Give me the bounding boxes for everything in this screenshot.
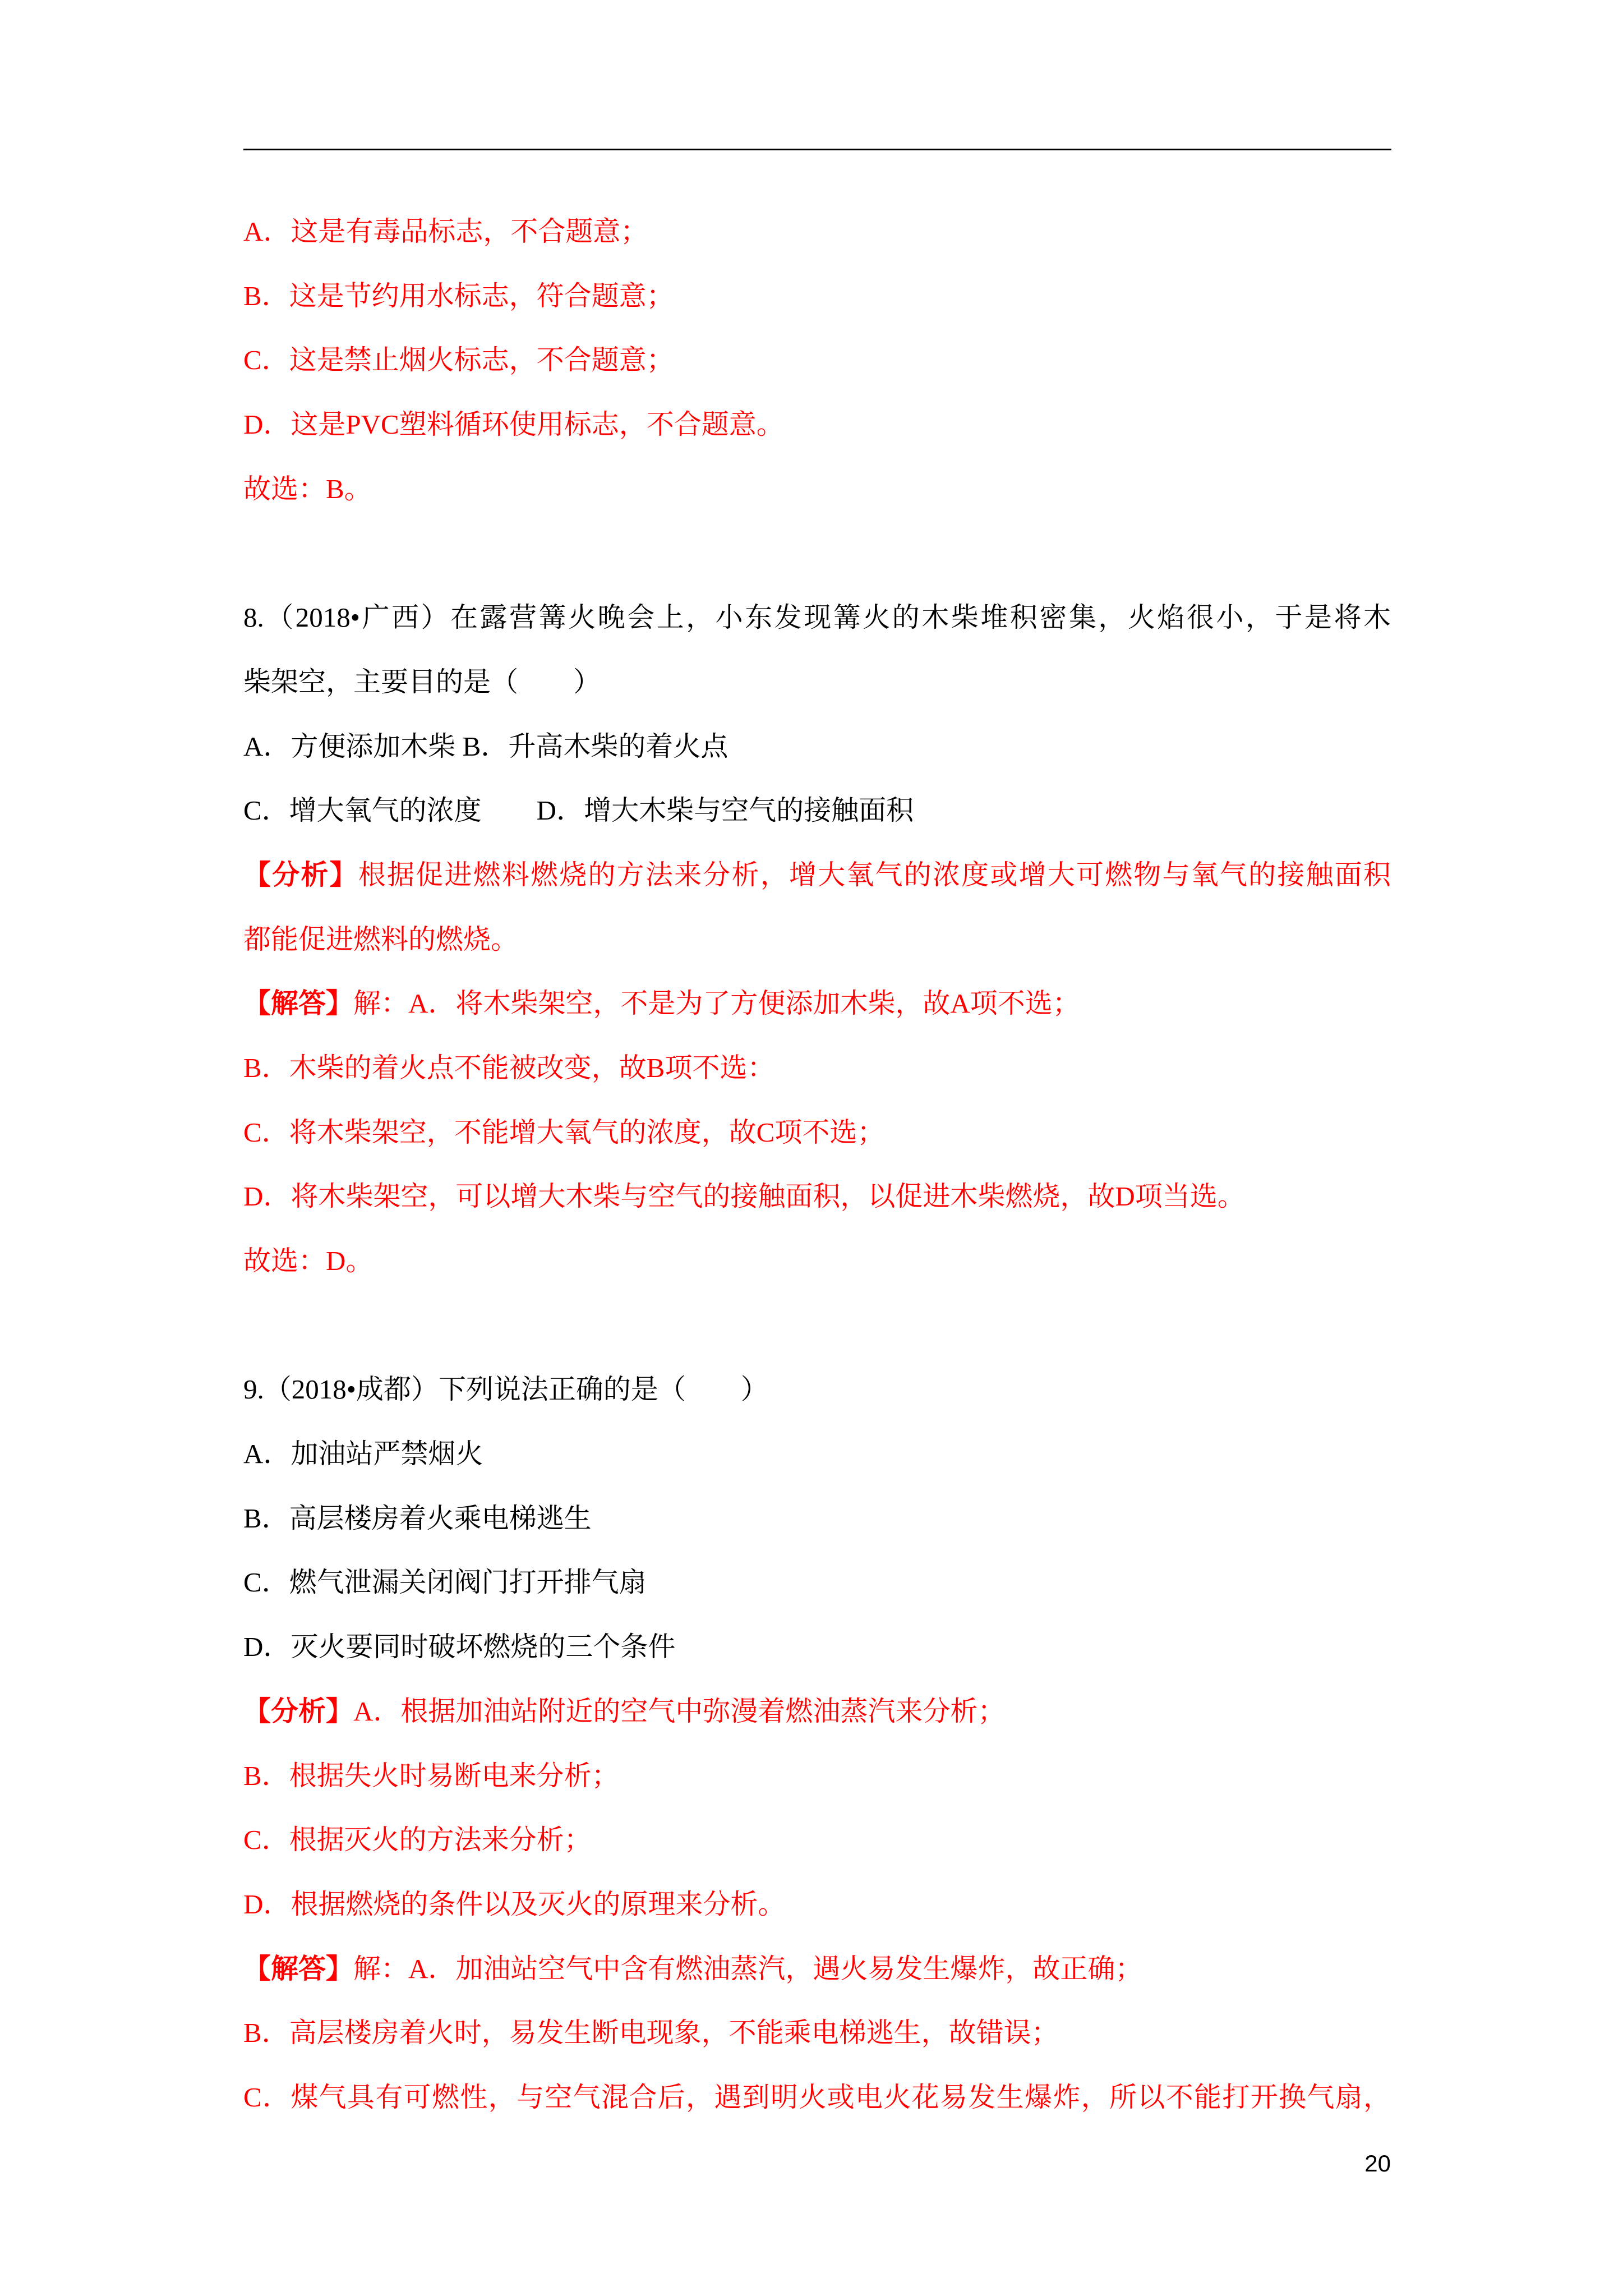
page-number: 20 bbox=[1364, 2150, 1391, 2177]
q8-solution-line-1 bbox=[243, 972, 1391, 1036]
q9-option-d: D．灭火要同时破坏燃烧的三个条件 bbox=[243, 1631, 676, 1663]
q9-option-c: C．燃气泄漏关闭阀门打开排气扇 bbox=[243, 1567, 647, 1598]
analysis-tag: 【分析】 bbox=[243, 1695, 354, 1727]
q8-solution-line-2: B．木柴的着火点不能被改变，故B项不选： bbox=[243, 1052, 775, 1083]
q9-analysis-line-4: D．根据燃烧的条件以及灭火的原理来分析。 bbox=[243, 1888, 786, 1920]
q9-analysis-text: A．根据加油站附近的空气中弥漫着燃油蒸汽来分析； bbox=[353, 1695, 1006, 1727]
q9-solution-line-3: C．煤气具有可燃性，与空气混合后，遇到明火或电火花易发生爆炸，所以不能打开换气扇， bbox=[243, 2081, 1391, 2113]
q9-solution-text: 解：A．加油站空气中含有燃油蒸汽，遇火易发生爆炸，故正确； bbox=[353, 1953, 1143, 1984]
q8-stem-line-1: 8.（2018•广西）在露营篝火晚会上，小东发现篝火的木柴堆积密集，火焰很小，于是将木 bbox=[243, 602, 1391, 633]
q7-answer: 故选：B。 bbox=[243, 473, 372, 504]
q8-stem-line-2: 柴架空，主要目的是（ ） bbox=[243, 666, 601, 697]
q9-analysis-line-3: C．根据灭火的方法来分析； bbox=[243, 1824, 592, 1856]
q8-solution-line-4: D．将木柴架空，可以增大木柴与空气的接触面积，以促进木柴燃烧，故D项当选。 bbox=[243, 1181, 1245, 1212]
header-rule bbox=[243, 149, 1391, 150]
q9-stem: 9.（2018•成都）下列说法正确的是（ ） bbox=[243, 1374, 768, 1405]
q9-option-b: B．高层楼房着火乘电梯逃生 bbox=[243, 1502, 592, 1534]
q8-options-line-1: A．方便添加木柴 B．升高木柴的着火点 bbox=[243, 730, 728, 762]
q7-solution-line-d: D．这是PVC塑料循环使用标志，不合题意。 bbox=[243, 409, 784, 440]
q7-solution-line-a: A．这是有毒品标志，不合题意； bbox=[243, 216, 648, 247]
solution-tag: 【解答】 bbox=[243, 988, 354, 1019]
q8-analysis-line-1 bbox=[243, 843, 1391, 908]
q9-analysis-line-2: B．根据失火时易断电来分析； bbox=[243, 1760, 619, 1791]
spacer bbox=[243, 521, 1391, 586]
solution-tag: 【解答】 bbox=[243, 1953, 354, 1984]
q7-solution-line-c: C．这是禁止烟火标志，不合题意； bbox=[243, 344, 674, 376]
spacer bbox=[243, 1294, 1391, 1358]
q8-analysis-text: 根据促进燃料燃烧的方法来分析，增大氧气的浓度或增大可燃物与氧气的接触面积 bbox=[358, 859, 1391, 890]
q9-analysis-line-1 bbox=[243, 1680, 1391, 1744]
q7-solution-line-b: B．这是节约用水标志，符合题意； bbox=[243, 280, 674, 311]
q9-option-a: A．加油站严禁烟火 bbox=[243, 1438, 483, 1470]
q8-options-line-2: C．增大氧气的浓度 D．增大木柴与空气的接触面积 bbox=[243, 795, 914, 826]
q9-solution-line-1 bbox=[243, 1937, 1391, 2001]
q8-solution-line-3: C．将木柴架空，不能增大氧气的浓度，故C项不选； bbox=[243, 1116, 885, 1148]
q8-solution-text: 解：A．将木柴架空，不是为了方便添加木柴，故A项不选； bbox=[353, 988, 1080, 1019]
q8-analysis-line-2: 都能促进燃料的燃烧。 bbox=[243, 923, 519, 955]
analysis-tag: 【分析】 bbox=[243, 859, 358, 890]
q8-answer: 故选：D。 bbox=[243, 1245, 374, 1276]
q9-solution-line-2: B．高层楼房着火时，易发生断电现象，不能乘电梯逃生，故错误； bbox=[243, 2017, 1059, 2049]
page-content bbox=[243, 200, 1391, 2130]
